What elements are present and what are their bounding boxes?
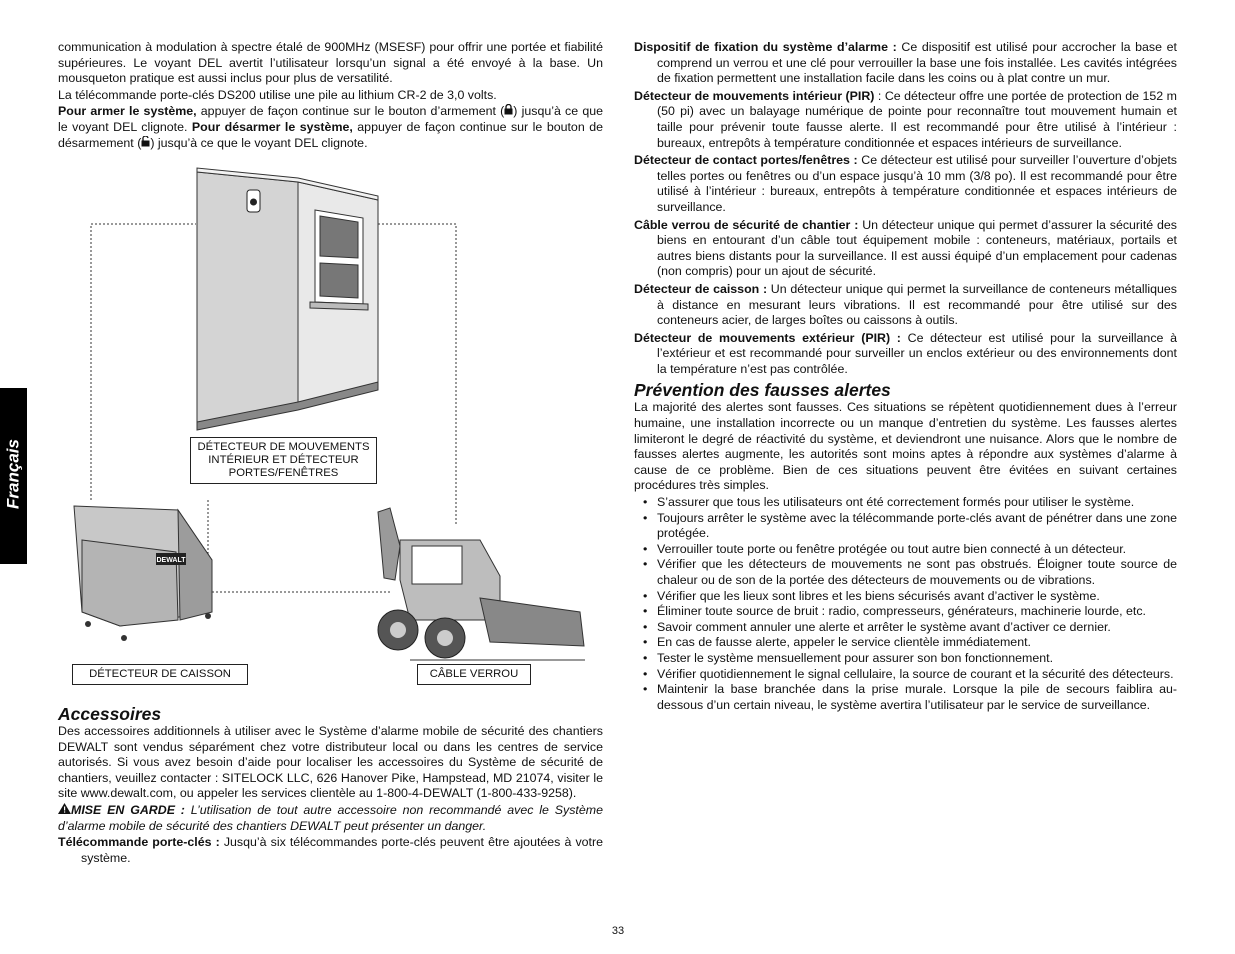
list-item: • Toujours arrêter le système avec la télécommande porte-clés avant de pénétrer dans une zone protégée. [634, 511, 1177, 542]
warning-label: MISE EN GARDE : [71, 802, 185, 817]
label-box-detector: DÉTECTEUR DE CAISSON [72, 664, 248, 685]
text-run: appuyer de façon continue sur le bouton d’armement ( [196, 104, 505, 119]
language-tab [0, 388, 27, 564]
warning-text: L’utilisation de tout autre accessoire non recommandé avec le Système d’alarme mobile de sécurité des chantiers DEWALT peut présenter un danger. [58, 802, 603, 833]
definition-item [634, 153, 1177, 215]
text-run: Jusqu’à six télécommandes porte-clés peuvent être ajoutées à votre système. [81, 835, 603, 865]
warning-paragraph [58, 803, 603, 834]
definition-text: Ce dispositif est utilisé pour accrocher la base et comprend un verrou et une clé pour verrouiller la base une fois installée. Les cavités intégrées de fixation permettent une installation facile dans les coins ou à plat contre un mur. [657, 40, 1177, 86]
prevention-list [634, 495, 1177, 713]
brand-text: DEWALT [156, 557, 186, 564]
text-run: ) jusqu’à ce que le voyant DEL clignote. [58, 104, 604, 134]
accessories-section [58, 704, 603, 868]
list-item: • Verrouiller toute porte ou fenêtre protégée ou tout autre bien connecté à un détecteur. [634, 542, 1177, 558]
list-item: • Vérifier que les détecteurs de mouvements ne sont pas obstrués. Éloigner toute source de chaleur ou de son de la portée des détecteurs de mouvements ou de vibrations. [634, 557, 1177, 588]
definition-item [634, 40, 1177, 87]
list-item: • Maintenir la base branchée dans la prise murale. Lorsque la pile de secours faiblira au-dessous d’un certain niveau, le système avertira l’utilisateur par le service de surveillance. [634, 682, 1177, 713]
label-motion-detector: DÉTECTEUR DE MOUVEMENTS INTÉRIEUR ET DÉTECTEUR PORTES/FENÊTRES [190, 437, 377, 484]
warning-icon [58, 803, 71, 817]
list-item: • Savoir comment annuler une alerte et arrêter le système avant d’activer ce dernier. [634, 620, 1177, 636]
definition-label: Détecteur de mouvements intérieur (PIR) [634, 88, 875, 103]
definition-label: Câble verrou de sécurité de chantier : [634, 217, 859, 232]
right-column [634, 40, 1177, 713]
definition-text: : Ce détecteur offre une portée de protection de 152 m (50 pi) avec un balayage numérique de pointe pour reconnaître tout mouvement humain et taille pour prévenir toute fausse alerte. Il est recommandé pour être utilisé à l’intérieur : bureaux, entrepôts à température conditionnée et espaces intérieurs de surveillance. [657, 88, 1177, 150]
bold-label: Pour armer le système, [58, 104, 197, 119]
bold-label: Pour désarmer le système, [191, 119, 353, 134]
list-item: • S’assurer que tous les utilisateurs ont été correctement formés pour utiliser le système. [634, 495, 1177, 511]
illustration-drawing [60, 160, 605, 700]
language-tab-label: Français [3, 439, 23, 509]
definition-item [634, 331, 1177, 378]
definition-item [634, 89, 1177, 151]
bold-label: Télécommande porte-clés : [58, 835, 220, 850]
list-item: • Tester le système mensuellement pour assurer son bon fonctionnement. [634, 651, 1177, 667]
definition-label: Détecteur de caisson : [634, 281, 768, 296]
system-illustration [60, 160, 605, 700]
remote-paragraph [58, 835, 603, 866]
lock-closed-icon [504, 104, 513, 118]
definition-label: Dispositif de fixation du système d’alarme : [634, 40, 897, 54]
definition-label: Détecteur de mouvements extérieur (PIR) : [634, 330, 901, 345]
page-number: 33 [611, 925, 625, 937]
paragraph: La majorité des alertes sont fausses. Ces situations se répètent quotidiennement dues à l’erreur humaine, une installation incorrecte ou un manque d’entretien du système. Les fausses alertes limiteront le degré de réactivité du système, et deviendront une nuisance. Alors que le nombre de fausses alertes augmente, les autorités sont moins aptes à répondre aux systèmes d’alarme à cause de ce problème. Bien de ces situations peuvent être évitées en suivant certaines procédures très simples. [634, 400, 1177, 493]
paragraph [58, 104, 603, 151]
definition-text: Ce détecteur est utilisé pour la surveillance à l’extérieur et est recommandé pour surveiller un enclos extérieur ou des environnements dont la température n’est pas contrôlée. [657, 330, 1178, 376]
list-item: • Vérifier quotidiennement le signal cellulaire, la source de courant et la sécurité des détecteurs. [634, 667, 1177, 683]
definition-text: Un détecteur unique qui permet d’assurer la sécurité des biens en entourant d’un câble tout équipement mobile : conteneurs, matériaux, portails et autres biens distants pour la surveillance. Il est aussi équipé d’un emplacement pour cadenas (non compris) pour un ajout de sécurité. [657, 217, 1178, 279]
text-run: appuyer de façon continue sur le bouton de désarmement ( [58, 119, 603, 150]
paragraph: La télécommande porte-clés DS200 utilise une pile au lithium CR-2 de 3,0 volts. [58, 87, 497, 102]
definition-text: Ce détecteur est utilisé pour surveiller l’ouverture d’objets telles portes ou fenêtres ou d’un espace jusqu’à 10 mm (3/8 po). Il est recommandé pour être utilisé à l’intérieur : bureaux, entrepôts à température conditionnée et espaces intérieurs de surveillance. [657, 153, 1177, 214]
list-item: • En cas de fausse alerte, appeler le service clientèle immédiatement. [634, 635, 1177, 651]
definition-text: Un détecteur unique qui permet la surveillance de conteneurs métalliques à distance en mesurant leurs vibrations. Il est recommandé pour être utilisé sur des conteneurs acier, de larges boîtes ou caissons à outils. [657, 281, 1177, 328]
left-column [58, 40, 603, 152]
list-item: • Vérifier que les lieux sont libres et les biens sécurisés avant d’activer le système. [634, 589, 1177, 605]
definition-label: Détecteur de contact portes/fenêtres : [634, 153, 858, 168]
definition-item [634, 282, 1177, 329]
list-item: • Éliminer toute source de bruit : radio, compresseurs, générateurs, machinerie lourde, etc. [634, 604, 1177, 620]
section-title-prevention: Prévention des fausses alertes [634, 380, 891, 401]
label-cable-lock: CÂBLE VERROU [417, 664, 531, 685]
paragraph: Des accessoires additionnels à utiliser avec le Système d’alarme mobile de sécurité des chantiers DEWALT sont vendus séparément chez votre distributeur local ou dans les centres de service autorisés. Si vous avez besoin d’aide pour localiser les accessoires du Système de sécurité de chantiers, veuillez contacter : SITELOCK LLC, 626 Hanover Pike, Hampstead, MD 21074, visiter le site www.dewalt.com, ou appeler les services clientèle au 1-800-4-DEWALT (1-800-433-9258). [58, 724, 603, 801]
definition-item [634, 218, 1177, 280]
paragraph: communication à modulation à spectre étalé de 900MHz (MSESF) pour offrir une portée et fiabilité supérieures. Le voyant DEL avertit l’utilisateur lorsqu’un signal a été envoyé à la base. Un mousqueton pratique est aussi inclus pour plus de versatilité. [58, 40, 603, 86]
section-title-accessories: Accessoires [58, 704, 162, 724]
lock-open-icon [141, 136, 150, 150]
text-run: ) jusqu’à ce que le voyant DEL clignote. [150, 135, 368, 150]
